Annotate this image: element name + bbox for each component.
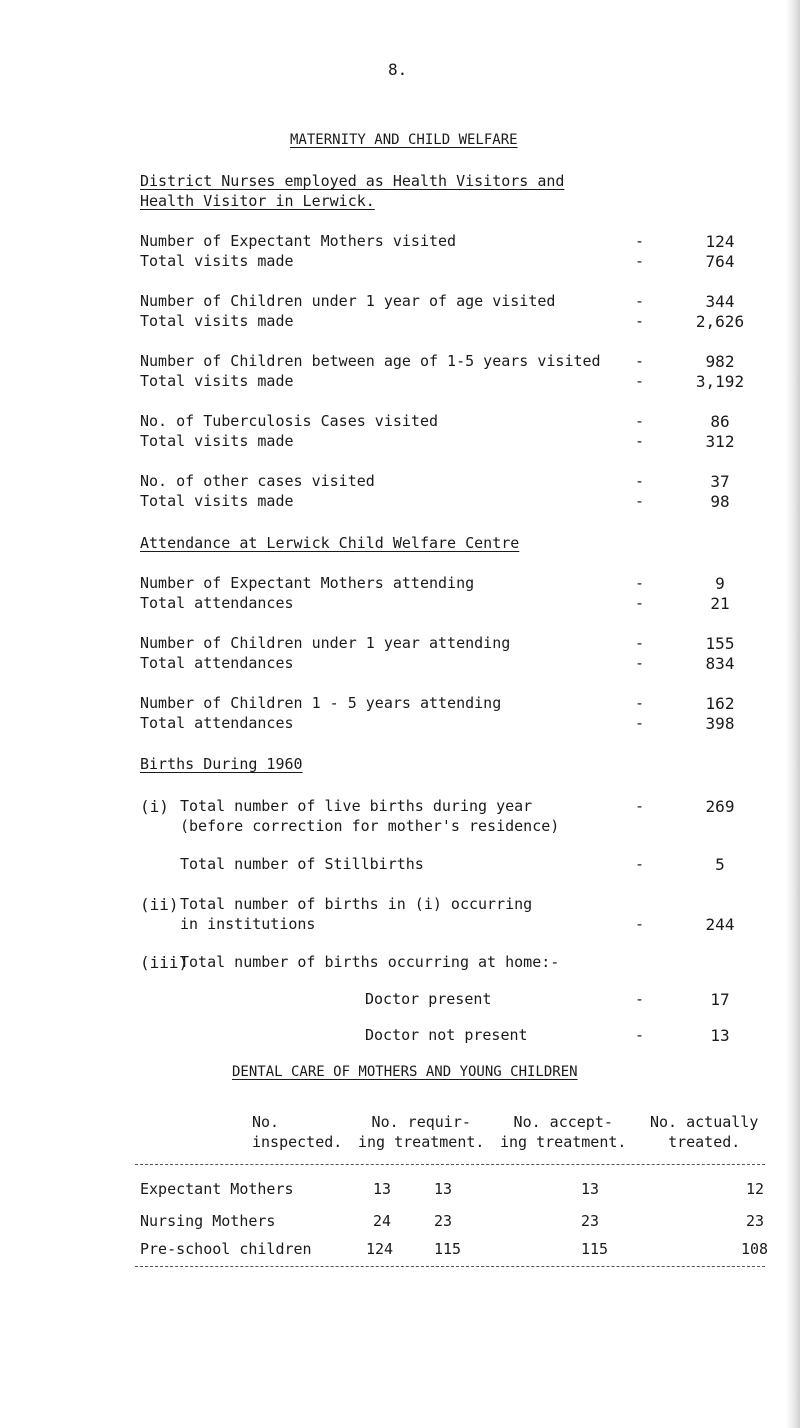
row-dash: - bbox=[635, 372, 645, 390]
row-dash: - bbox=[635, 714, 645, 732]
attendance-row bbox=[140, 694, 760, 714]
row-dash: - bbox=[635, 232, 645, 250]
item-line1: Total number of births in (i) occurring bbox=[180, 895, 533, 913]
row-dash: - bbox=[635, 654, 645, 672]
item-line2: (before correction for mother's residence) bbox=[180, 817, 560, 835]
row-label: No. of other cases visited bbox=[140, 472, 375, 490]
row-value: 3,192 bbox=[695, 372, 745, 391]
column-header-line2: treated. bbox=[668, 1133, 741, 1151]
column-header-line1: No. requir- bbox=[371, 1113, 471, 1131]
district-row bbox=[140, 232, 760, 252]
row-dash: - bbox=[635, 492, 645, 510]
row-value: 344 bbox=[705, 292, 735, 311]
row-value: 764 bbox=[705, 252, 735, 271]
district-row bbox=[140, 372, 760, 392]
row-label: Number of Children 1 - 5 years attending bbox=[140, 694, 502, 712]
row-dash: - bbox=[635, 312, 645, 330]
item-dash: - bbox=[635, 797, 645, 815]
district-row bbox=[140, 412, 760, 432]
row-value: 2,626 bbox=[695, 312, 745, 331]
item-marker: (i) bbox=[140, 797, 169, 816]
row-dash: - bbox=[635, 694, 645, 712]
row-dash: - bbox=[635, 634, 645, 652]
cell-inspected: 13 bbox=[373, 1180, 392, 1198]
cell-accepting: 23 bbox=[581, 1212, 600, 1230]
district-heading-line2: Health Visitor in Lerwick. bbox=[140, 192, 375, 210]
district-row bbox=[140, 492, 760, 512]
row-label: Doctor not present bbox=[365, 1026, 528, 1044]
row-label: No. of Tuberculosis Cases visited bbox=[140, 412, 439, 430]
cell-requiring: 115 bbox=[434, 1240, 462, 1258]
row-value: 312 bbox=[705, 432, 735, 451]
district-row bbox=[140, 292, 760, 312]
row-dash: - bbox=[635, 352, 645, 370]
row-label: Total visits made bbox=[140, 372, 294, 390]
row-label: Pre-school children bbox=[140, 1240, 312, 1258]
item-line1: Total number of live births during year bbox=[180, 797, 533, 815]
column-header-line2: inspected. bbox=[252, 1133, 343, 1151]
district-row bbox=[140, 472, 760, 492]
column-header-line1: No. actually bbox=[650, 1113, 759, 1131]
row-dash: - bbox=[635, 432, 645, 450]
row-value: 13 bbox=[710, 1026, 730, 1045]
row-label: Number of Children between age of 1-5 years visited bbox=[140, 352, 601, 370]
row-value: 21 bbox=[710, 594, 730, 613]
births-heading: Births During 1960 bbox=[140, 755, 303, 773]
row-value: 17 bbox=[710, 990, 730, 1009]
attendance-row bbox=[140, 574, 760, 594]
row-label: Nursing Mothers bbox=[140, 1212, 276, 1230]
home-birth-row bbox=[180, 990, 760, 1010]
row-label: Number of Expectant Mothers visited bbox=[140, 232, 457, 250]
row-label: Total visits made bbox=[140, 432, 294, 450]
cell-inspected: 124 bbox=[366, 1240, 394, 1258]
district-row bbox=[140, 312, 760, 332]
row-label: Total visits made bbox=[140, 312, 294, 330]
row-value: 834 bbox=[705, 654, 735, 673]
row-dash: - bbox=[635, 1026, 645, 1044]
row-dash: - bbox=[635, 594, 645, 612]
row-dash: - bbox=[635, 472, 645, 490]
item-line2: in institutions bbox=[180, 915, 316, 933]
table-row bbox=[140, 1180, 765, 1202]
home-birth-row bbox=[180, 1026, 760, 1046]
column-header bbox=[358, 1112, 484, 1152]
page-title: MATERNITY AND CHILD WELFARE bbox=[290, 132, 518, 148]
row-dash: - bbox=[635, 292, 645, 310]
cell-treated: 23 bbox=[746, 1212, 765, 1230]
cell-accepting: 115 bbox=[581, 1240, 609, 1258]
row-dash: - bbox=[635, 574, 645, 592]
cell-accepting: 13 bbox=[581, 1180, 600, 1198]
births-item bbox=[180, 895, 760, 935]
item-marker: (ii) bbox=[140, 895, 179, 914]
item-value: 269 bbox=[705, 797, 735, 816]
column-header-line2: ing treatment. bbox=[358, 1133, 485, 1151]
row-label: Total visits made bbox=[140, 252, 294, 270]
row-dash: - bbox=[635, 252, 645, 270]
row-dash: - bbox=[635, 412, 645, 430]
cell-treated: 108 bbox=[741, 1240, 769, 1258]
item-line1: Total number of Stillbirths bbox=[180, 855, 424, 873]
row-label: Total attendances bbox=[140, 594, 294, 612]
item-dash: - bbox=[635, 915, 645, 933]
item-marker: (iii) bbox=[140, 953, 189, 972]
district-heading-line1: District Nurses employed as Health Visitors and bbox=[140, 172, 565, 190]
births-item bbox=[180, 855, 760, 875]
column-header bbox=[500, 1112, 626, 1152]
cell-inspected: 24 bbox=[373, 1212, 392, 1230]
district-row bbox=[140, 432, 760, 452]
item-value: 244 bbox=[705, 915, 735, 934]
attendance-heading: Attendance at Lerwick Child Welfare Centre bbox=[140, 534, 520, 552]
table-bottom-rule bbox=[135, 1266, 765, 1267]
row-label: Total visits made bbox=[140, 492, 294, 510]
row-value: 37 bbox=[710, 472, 730, 491]
table-row bbox=[140, 1240, 769, 1262]
dental-heading: DENTAL CARE OF MOTHERS AND YOUNG CHILDREN bbox=[232, 1064, 578, 1080]
row-label: Number of Children under 1 year attending bbox=[140, 634, 511, 652]
row-value: 155 bbox=[705, 634, 735, 653]
attendance-row bbox=[140, 714, 760, 734]
page-number: 8. bbox=[388, 60, 408, 79]
row-value: 982 bbox=[705, 352, 735, 371]
item-dash: - bbox=[635, 855, 645, 873]
row-label: Number of Expectant Mothers attending bbox=[140, 574, 475, 592]
row-value: 86 bbox=[710, 412, 730, 431]
row-value: 124 bbox=[705, 232, 735, 251]
table-rule bbox=[135, 1164, 765, 1165]
column-header-line1: No. accept- bbox=[513, 1113, 613, 1131]
item-value: 5 bbox=[715, 855, 725, 874]
item-line1: Total number of births occurring at home:- bbox=[180, 953, 560, 971]
births-item bbox=[180, 953, 760, 973]
row-dash: - bbox=[635, 990, 645, 1008]
column-header-line1: No. bbox=[252, 1113, 280, 1131]
row-value: 98 bbox=[710, 492, 730, 511]
column-header-line2: ing treatment. bbox=[500, 1133, 627, 1151]
column-header bbox=[252, 1112, 342, 1152]
row-label: Expectant Mothers bbox=[140, 1180, 294, 1198]
cell-requiring: 13 bbox=[434, 1180, 453, 1198]
row-label: Total attendances bbox=[140, 714, 294, 732]
row-value: 9 bbox=[715, 574, 725, 593]
row-label: Total attendances bbox=[140, 654, 294, 672]
births-item bbox=[180, 797, 760, 837]
scan-edge-shadow bbox=[786, 0, 800, 1428]
row-label: Doctor present bbox=[365, 990, 492, 1008]
attendance-row bbox=[140, 654, 760, 674]
row-label: Number of Children under 1 year of age visited bbox=[140, 292, 556, 310]
cell-treated: 12 bbox=[746, 1180, 765, 1198]
row-value: 162 bbox=[705, 694, 735, 713]
attendance-row bbox=[140, 594, 760, 614]
column-header bbox=[650, 1112, 758, 1152]
table-row bbox=[140, 1212, 765, 1234]
district-row bbox=[140, 252, 760, 272]
district-row bbox=[140, 352, 760, 372]
row-value: 398 bbox=[705, 714, 735, 733]
attendance-row bbox=[140, 634, 760, 654]
cell-requiring: 23 bbox=[434, 1212, 453, 1230]
